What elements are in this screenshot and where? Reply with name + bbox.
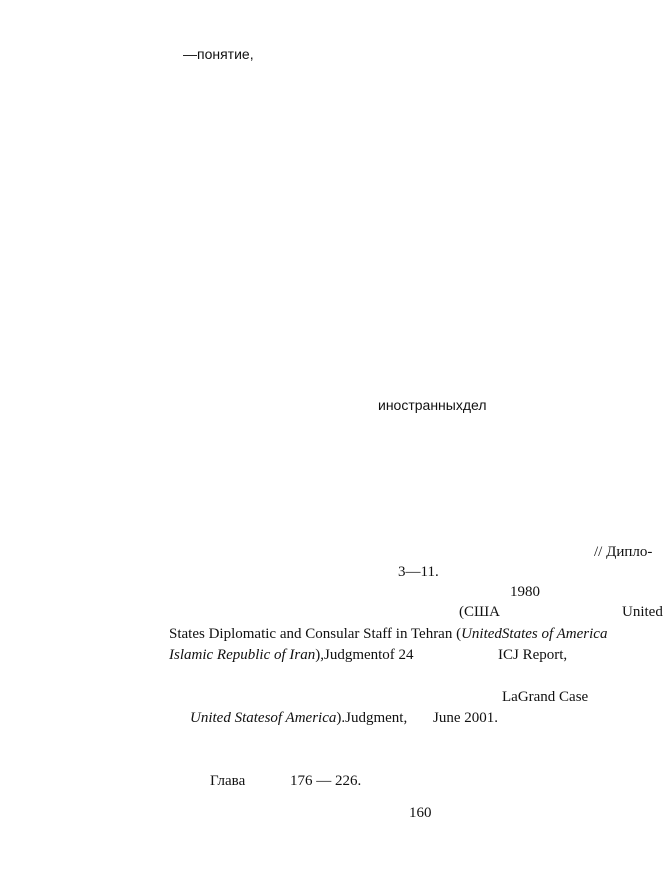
citation-tehran-line	[169, 627, 607, 642]
citation-judgment: ).Judgment,	[336, 710, 408, 726]
fragment-diplo: // Дипло-	[594, 544, 653, 560]
page-number: 160	[409, 805, 432, 821]
fragment-ponyatie: —понятие,	[183, 46, 254, 62]
citation-usa-italic: UnitedStates of America	[461, 626, 608, 642]
citation-iran-italic: Islamic Republic of Iran	[169, 647, 316, 663]
citation-usa-italic-2: United Statesof America	[190, 710, 337, 726]
citation-judgment-24: ),Judgmentof 24	[315, 647, 414, 663]
fragment-usa: (США	[459, 604, 500, 620]
citation-lagrand-line	[190, 711, 407, 726]
fragment-glava: Глава	[210, 773, 246, 789]
fragment-pages-3-11: 3—11.	[398, 564, 439, 580]
citation-june-2001: June 2001.	[433, 710, 498, 726]
fragment-year-1980: 1980	[510, 584, 540, 600]
citation-icj-report: ICJ Report,	[498, 647, 568, 663]
fragment-pages-176-226: 176 — 226.	[290, 773, 362, 789]
citation-lagrand-case: LaGrand Case	[502, 689, 589, 705]
citation-tehran-title: States Diplomatic and Consular Staff in Tehran (	[169, 626, 462, 642]
fragment-united: United	[622, 604, 663, 620]
fragment-inostrannykh-del: иностранныхдел	[378, 397, 487, 413]
citation-iran-line	[169, 648, 414, 663]
